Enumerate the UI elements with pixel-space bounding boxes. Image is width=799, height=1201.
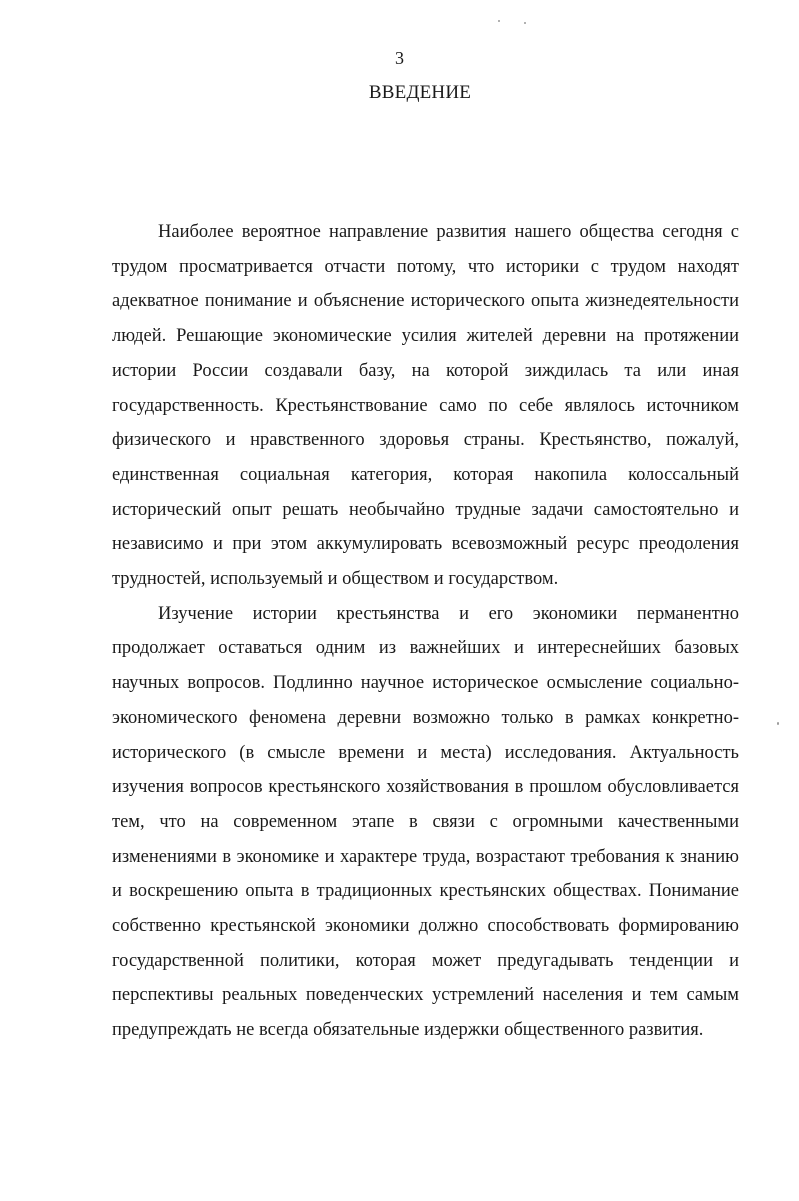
scan-speck — [524, 22, 526, 24]
paragraph-1: Наиболее вероятное направление развития нашего общества сегодня с трудом просматривается отчасти потому, что историки с трудом находят адекватное понимание и объяснение исторического опыта жизнедеятельности людей. Решающие экономические усилия жителей деревни на протяжении истории России создавали базу, на которой зиждилась та или иная государственность. Крестьянствование само по себе являлось источником физического и нравственного здоровья страны. Крестьянство, пожалуй, единственная социальная категория, которая накопила колоссальный исторический опыт решать необычайно трудные задачи самостоятельно и независимо и при этом аккумулировать всевозможный ресурс преодоления трудностей, используемый и обществом и государством. — [112, 222, 739, 590]
section-heading: ВВЕДЕНИЕ — [368, 82, 472, 103]
scan-speck — [777, 722, 779, 725]
page-number: 3 — [395, 48, 404, 68]
body-text — [112, 215, 739, 1048]
paragraph-2: Изучение истории крестьянства и его экономики перманентно продолжает оставаться одним из важнейших и интереснейших базовых научных вопросов. Подлинно научное историческое осмысление социально-экономического феномена деревни возможно только в рамках конкретно-исторического (в смысле времени и места) исследования. Актуальность изучения вопросов крестьянского хозяйствования в прошлом обусловливается тем, что на современном этапе в связи с огромными качественными изменениями в экономике и характере труда, возрастают требования к знанию и воскрешению опыта в традиционных крестьянских обществах. Понимание собственно крестьянской экономики должно способствовать формированию государственной политики, которая может предугадывать тенденции и перспективы реальных поведенческих устремлений населения и тем самым предупреждать не всегда обязательные издержки общественного развития. — [112, 603, 739, 1041]
scan-speck — [498, 20, 500, 22]
